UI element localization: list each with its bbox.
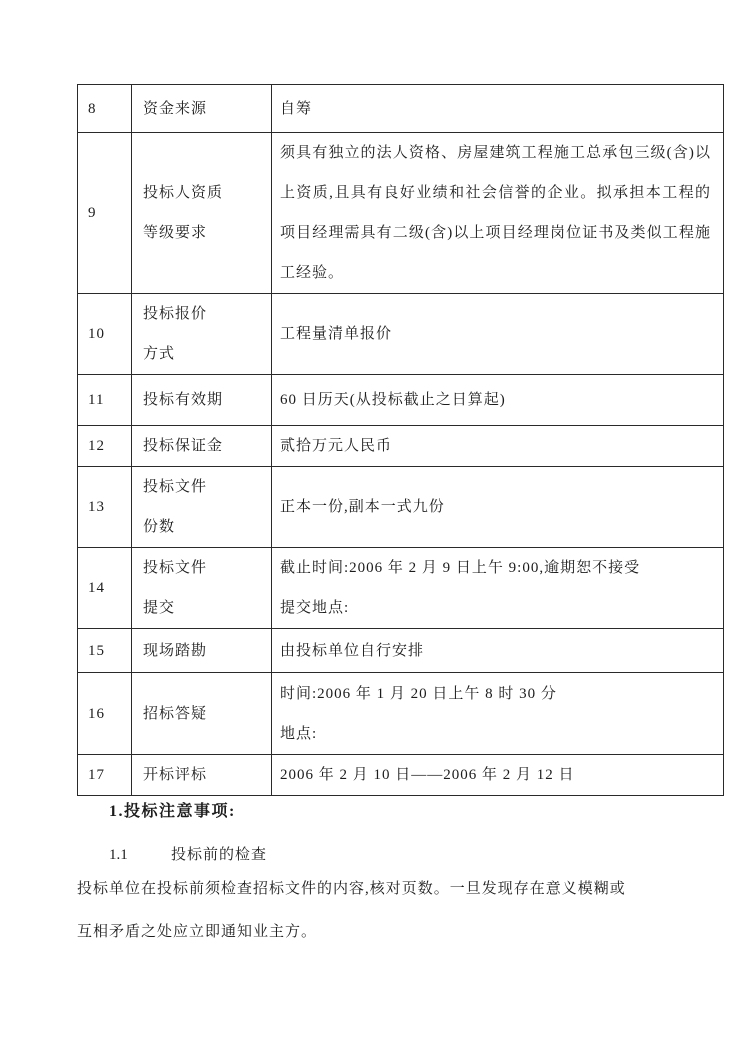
table-row (78, 426, 724, 467)
cell-line: 投标保证金 (143, 438, 224, 454)
row-label-cell (132, 755, 272, 796)
cell-line: 正本一份,副本一式九份 (280, 499, 445, 515)
cell-line: 须具有独立的法人资格、房屋建筑工程施工总承包三级(含)以上资质,且具有良好业绩和社会信誉的企业。拟承担本工程的项目经理需具有二级(含)以上项目经理岗位证书及类似工程施工经验。 (280, 145, 711, 281)
section-item-title: 投标前的检查 (171, 847, 268, 863)
section-heading: 1.投标注意事项: (109, 803, 236, 820)
row-value-cell (272, 629, 724, 673)
table-row (78, 133, 724, 294)
cell-line: 方式 (143, 346, 176, 362)
row-label-cell (132, 133, 272, 294)
bid-info-table (77, 84, 724, 796)
cell-line: 投标文件 (143, 560, 208, 576)
cell-line: 份数 (143, 519, 176, 535)
paragraph-line: 投标单位在投标前须检查招标文件的内容,核对页数。一旦发现存在意义模糊或 (77, 881, 626, 897)
table-row (78, 294, 724, 375)
row-label-cell (132, 629, 272, 673)
cell-line: 2006 年 2 月 10 日——2006 年 2 月 12 日 (280, 767, 575, 783)
table-row (78, 85, 724, 133)
table-row (78, 629, 724, 673)
row-number-cell: 16 (78, 673, 132, 755)
cell-line: 贰拾万元人民币 (280, 438, 393, 454)
row-number-cell: 9 (78, 133, 132, 294)
section-item-number: 1.1 (109, 847, 128, 863)
section-paragraph (77, 868, 677, 954)
row-label-cell (132, 548, 272, 629)
cell-line: 由投标单位自行安排 (280, 642, 425, 659)
row-value-cell (272, 375, 724, 426)
table-row (78, 755, 724, 796)
cell-line: 截止时间:2006 年 2 月 9 日上午 9:00,逾期恕不接受 (280, 560, 641, 576)
row-number-cell: 15 (78, 629, 132, 673)
cell-line: 工程量清单报价 (280, 326, 393, 342)
cell-line: 提交 (143, 600, 176, 616)
row-number-cell: 12 (78, 426, 132, 467)
row-value-cell (272, 673, 724, 755)
row-label-cell (132, 426, 272, 467)
cell-line: 提交地点: (280, 600, 350, 616)
cell-line: 投标人资质 (143, 185, 224, 201)
table-row (78, 673, 724, 755)
cell-line: 招标答疑 (143, 705, 208, 722)
row-value-cell (272, 85, 724, 133)
cell-line: 投标文件 (143, 479, 208, 495)
cell-line: 时间:2006 年 1 月 20 日上午 8 时 30 分 (280, 685, 557, 702)
row-label-cell (132, 673, 272, 755)
section-subitem (109, 843, 267, 864)
row-value-cell (272, 548, 724, 629)
row-number-cell: 17 (78, 755, 132, 796)
row-value-cell (272, 133, 724, 294)
paragraph-line: 互相矛盾之处应立即通知业主方。 (77, 924, 318, 940)
row-label-cell (132, 375, 272, 426)
cell-line: 开标评标 (143, 767, 208, 783)
row-value-cell (272, 294, 724, 375)
cell-line: 资金来源 (143, 100, 208, 117)
row-number-cell: 13 (78, 467, 132, 548)
cell-line: 自筹 (280, 100, 313, 117)
row-number-cell: 11 (78, 375, 132, 426)
row-label-cell (132, 294, 272, 375)
cell-line: 投标报价 (143, 306, 208, 322)
row-number-cell: 10 (78, 294, 132, 375)
cell-line: 等级要求 (143, 225, 208, 241)
cell-line: 投标有效期 (143, 392, 224, 408)
table-row (78, 548, 724, 629)
row-value-cell (272, 755, 724, 796)
cell-line: 现场踏勘 (143, 642, 208, 659)
row-value-cell (272, 467, 724, 548)
row-label-cell (132, 467, 272, 548)
row-number-cell: 8 (78, 85, 132, 133)
row-label-cell (132, 85, 272, 133)
row-value-cell (272, 426, 724, 467)
cell-line: 地点: (280, 725, 318, 742)
table-row (78, 375, 724, 426)
row-number-cell: 14 (78, 548, 132, 629)
cell-line: 60 日历天(从投标截止之日算起) (280, 392, 506, 408)
table-row (78, 467, 724, 548)
